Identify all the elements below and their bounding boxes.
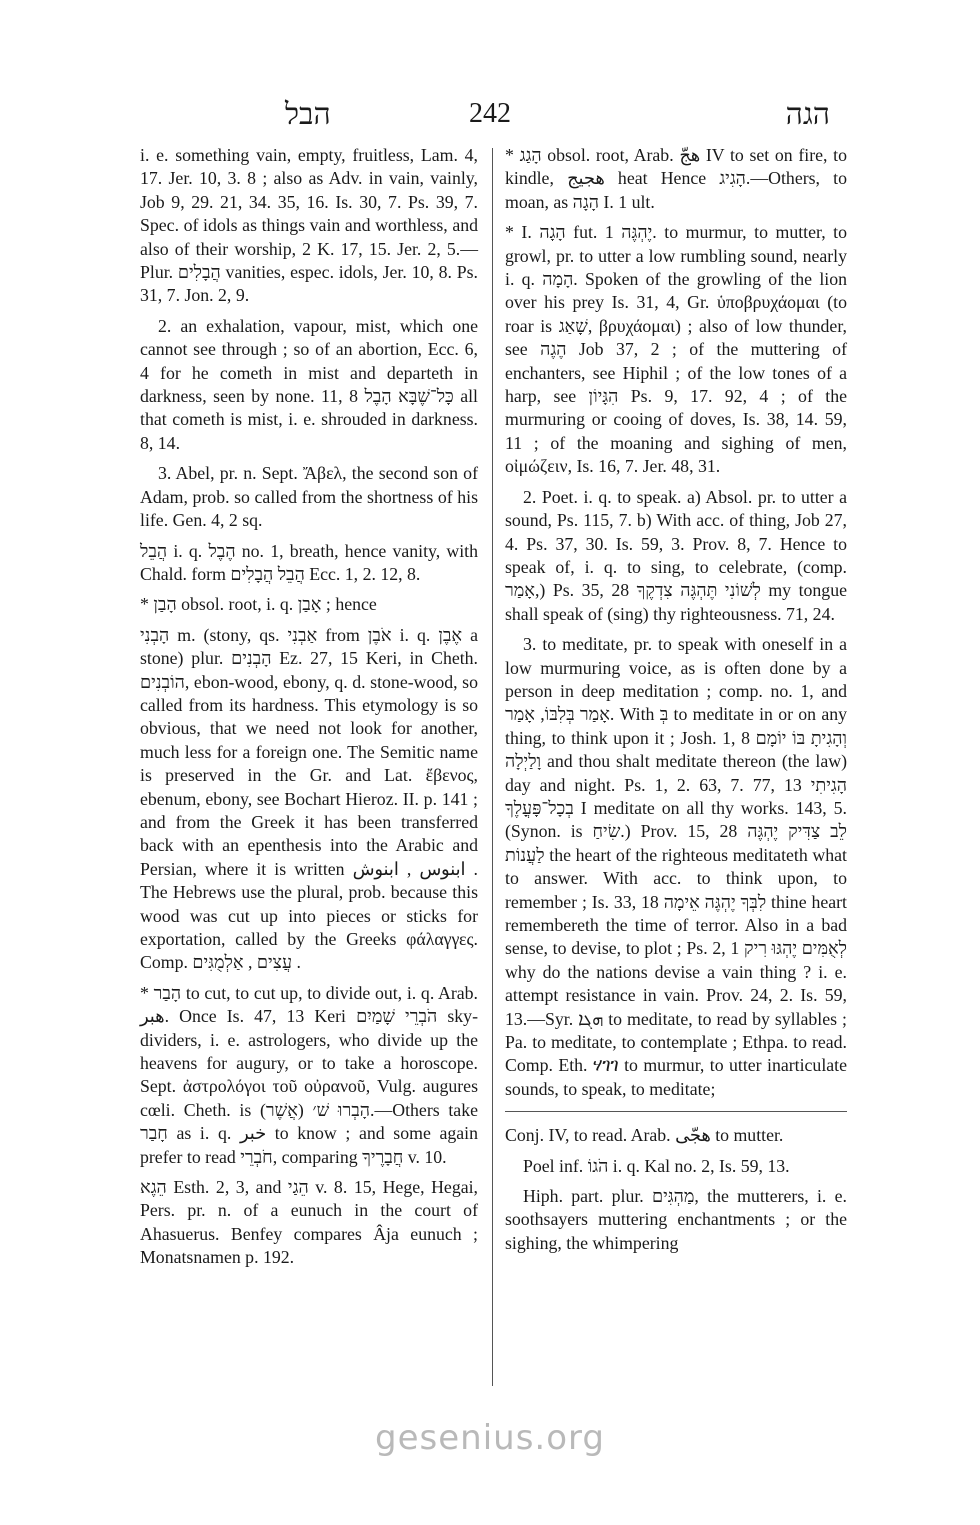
header-left-word: הבל xyxy=(285,98,331,131)
entry-text: 3. to meditate, pr. to speak with oneself in a low murmuring voice, as is often done by a person in deep meditation ; comp. no. 1, and אָמַר בְּלִבּוֹ, אָמַר. With בְּ to meditate in or on any thing, to think upon it ; Josh. 1, 8 וְהָגִיתָ בּוֹ יוֹמָם וָלַיְלָה and thou shalt meditate thereon (the law) day and night. Ps. 1, 2. 63, 7. 77, 13 הָגִיתִי בְכָל־פָּעֳלֶךָ I meditate on all thy works. 143, 5. (Synon. is שִׂיחַ.) Prov. 15, 28 לֵב צַדִּיק יֶהְגֶּה לַעֲנוֹת the heart of the righteous meditateth what to answer. With acc. to think upon, to remember ; Is. 33, 18 לִבְּךָ יֶהְגֶּה אֵימָה thine heart remembereth the time of terror. Also in a bad sense, to devise, to plot ; Ps. 2, 1 לְאֻמִּים יֶהְגּוּ רִיק why do the nations devise a vain thing ? i. e. attempt resistance in vain. Prov. 24, 2. Is. 59, 13.—Syr. ܗܓܐ to meditate, to read by syllables ; Pa. to meditate, to contemplate ; Ethpa. to read. Comp. Eth. ሃገገ to murmur, to utter inarticulate sounds, to speak, to meditate; xyxy=(505,634,847,1099)
entry-text: * I. הָגָה fut. יֶהְגֶּה 1. to murmur, to mutter, to growl, pr. to utter a low rumbling sound, nearly i. q. הָמָה. Spoken of the growling of the lion over his prey Is. 31, 4, Gr. ὑποβρυχάομαι (to roar is שָׁאַג, βρυχάομαι) ; also of low thunder, see הֶגֶה Job 37, 2 ; of the muttering of enchanters, see Hiphil ; of the low tones of a harp, see הִגָּיוֹן Ps. 9, 17. 92, 4 ; of the murmuring or cooing of doves, Is. 38, 14. 59, 11 ; of the moaning and sighing of men, οἰμώζειν, Is. 16, 7. Jer. 48, 31. xyxy=(505,222,848,477)
entry-poel xyxy=(505,1155,847,1178)
column-divider xyxy=(492,148,493,1386)
entry-text: הֵגֶא Esth. 2, 3, and הֵגַי v. 8. 15, Hege, Hegai, Pers. pr. n. of a eunuch in the court of Ahasuerus. Benfey compares Âja eunuch ; Monatsnamen p. 192. xyxy=(140,1177,478,1268)
entry-hagah-sense-2 xyxy=(505,486,847,626)
entry-havan xyxy=(140,593,478,616)
entry-text: Hiph. part. plur. מַהְגִּים, the mutterers, i. e. soothsayers muttering enchantments ; or the sighing, the whimpering xyxy=(505,1186,847,1253)
page-number: 242 xyxy=(469,98,511,129)
entry-text: 2. Poet. i. q. to speak. a) Absol. pr. to utter a sound, Ps. 115, 7. b) With acc. of thing, Job 27, 4. Ps. 37, 30. Is. 59, 3. Prov. 8, 7. Hence to speak of, i. q. to sing, to celebrate, (comp. אָמַר,) Ps. 35, 28 לְשׁוֹנִי תֶּהְגֶּה צִדְקֶךָ my tongue shall speak of (sing) thy righteousness. 71, 24. xyxy=(505,486,847,624)
entry-conj-iv xyxy=(505,1124,847,1147)
entry-text: i. e. something vain, empty, fruitless, Lam. 4, 17. Jer. 10, 3. 8 ; also as Adv. in vain, vainly, Job 9, 29. 21, 34. 35, 16. Is. 30, 7. Ps. 39, 7. Spec. of idols as things vain and worthless, and also of their worship, 2 K. 17, 15. Jer. 2, 5.—Plur. הֲבָלִים vanities, espec. idols, Jer. 10, 8. Ps. 31, 7. Jon. 2, 9. xyxy=(140,145,478,306)
entry-text: הָבְנִי m. (stony, qs. אַבְנִי from אֹבֶן i. q. אֶבֶן a stone) plur. הָבְנִים Ez. 27, 15 Keri, in Cheth. הוֹבְנִים, ebon-wood, ebony, q. d. stone-wood, so called from its hardness. This etymology is so obvious, that we need not look for another, much less for a foreign one. The Semitic name is preserved in the Gr. and Lat. ἔβενος, ebenum, ebony, see Bochart Hieroz. II. p. 141 ; and from the Greek it has been transferred back with an epenthesis into the Arabic and Persian, where it is written ابنوس , ابنوش . The Hebrews use the plural, prob. because this wood was cut up into pieces or sticks for exportation, called by the Greeks φάλαγγες. Comp. עֲצִים , אַלְמֻגִּים . xyxy=(140,624,479,973)
section-rule xyxy=(505,1111,847,1112)
entry-text: * הָבַן obsol. root, i. q. אָבַן ; hence xyxy=(140,594,377,615)
left-column xyxy=(140,144,478,1277)
entry-text: הֲבֵל i. q. הֶבֶל no. 1, breath, hence vanity, with Chald. form הֲבֵל הֲבָלִים Ecc. 1, 2. 12, 8. xyxy=(140,540,478,584)
header-right-word: הגה xyxy=(785,98,830,131)
entry-hebel-sense-3 xyxy=(140,462,478,532)
entry-hege xyxy=(140,1176,478,1270)
entry-hovni xyxy=(140,624,478,975)
entry-havar xyxy=(140,982,478,1169)
right-column xyxy=(505,144,847,1262)
entry-hebel-cont xyxy=(140,144,478,308)
entry-text: * הָגַג obsol. root, Arab. هجّ IV to set on fire, to kindle, هجيج heat Hence הָגִיג.—Others, to moan, as הָגָה I. 1 ult. xyxy=(505,145,847,212)
entry-text: 3. Abel, pr. n. Sept. Ἄβελ, the second son of Adam, prob. so called from the shortness of his life. Gen. 4, 2 sq. xyxy=(140,463,478,531)
entry-hagah xyxy=(505,221,847,478)
entry-hebel-sense-2 xyxy=(140,315,478,455)
entry-text: Poel inf. הֹגוֹ i. q. Kal no. 2, Is. 59, 13. xyxy=(523,1155,790,1176)
entry-havel xyxy=(140,540,478,587)
entry-text: 2. an exhalation, vapour, mist, which one cannot see through ; so of an abortion, Ecc. 6, 4 for he cometh in mist and departeth in darkness, seen by none. 11, 8 כָּל־שֶׁבָּא הָבֶל all that cometh is mist, i. e. shrouded in darkness. 8, 14. xyxy=(140,315,478,453)
entry-text: * הָבַר to cut, to cut up, to divide out, i. q. Arab. هبر. Once Is. 47, 13 Keri הֹבְרֵי שָׁמַיִם sky-dividers, i. e. astrologers, who divide up the heavens for augury, or to take a horoscope. Sept. ἀστρολόγοι τοῦ οὐρανοῦ, Vulg. augures cœli. Cheth. is (אֲשֶׁר) הָבְרוּ שׁ׳.—Others take חָבַר as i. q. خبر to know ; and some again prefer to read חֹבְרֵי, comparing חֲבָרֶיךָ v. 10. xyxy=(140,982,478,1167)
entry-hagah-sense-3 xyxy=(505,633,847,1101)
entry-hiphil xyxy=(505,1185,847,1255)
entry-hagag xyxy=(505,144,847,214)
page-header xyxy=(140,98,840,138)
entry-text: Conj. IV, to read. Arab. هجّى to mutter. xyxy=(505,1125,784,1146)
site-watermark: gesenius.org xyxy=(375,1418,605,1458)
